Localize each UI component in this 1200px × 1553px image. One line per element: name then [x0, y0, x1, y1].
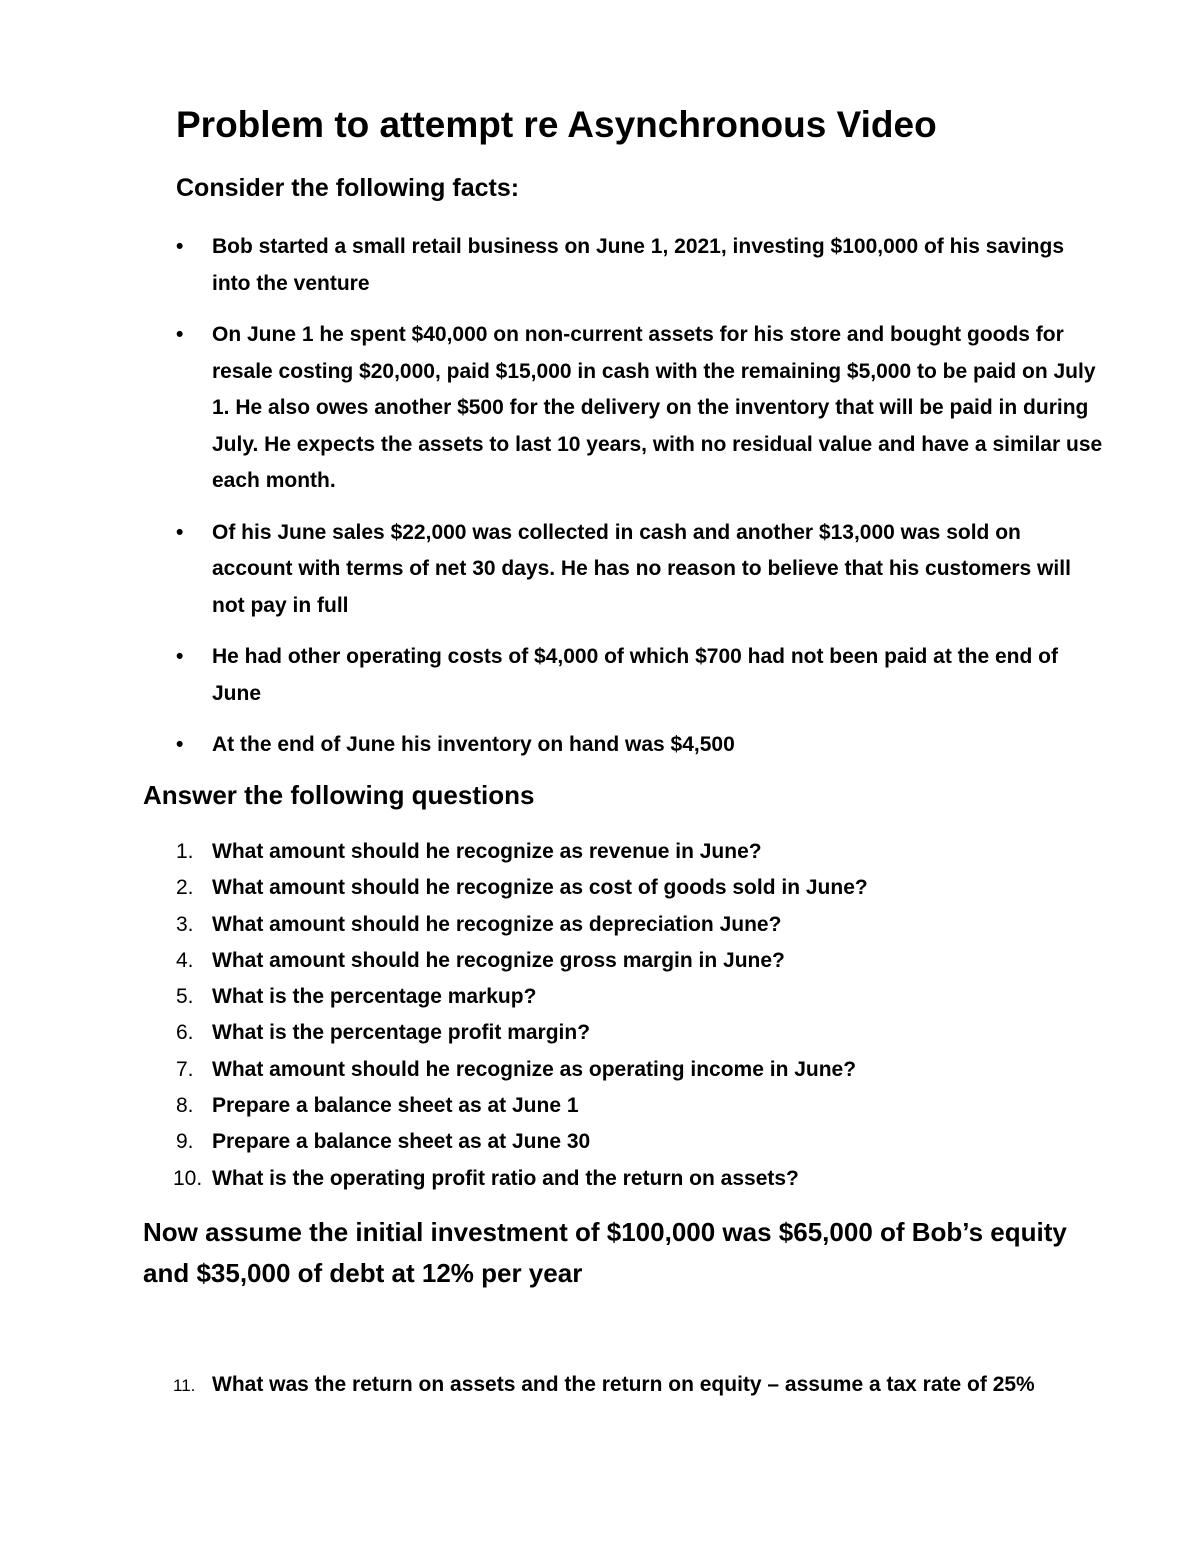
question-number: 6. [176, 1021, 194, 1045]
question-number: 11. [173, 1376, 196, 1395]
final-question-list [173, 1367, 1106, 1404]
page-title: Problem to attempt re Asynchronous Video [176, 104, 937, 145]
question-item [176, 1015, 1106, 1051]
question-number: 2. [176, 876, 194, 900]
question-text: What was the return on assets and the return on equity – assume a tax rate of 25% [212, 1373, 1035, 1396]
question-item [176, 834, 1106, 870]
bullet-icon: • [176, 733, 184, 756]
question-item [176, 1124, 1106, 1160]
questions-heading: Answer the following questions [143, 780, 535, 810]
question-text: What amount should he recognize as depreciation June? [212, 912, 782, 936]
questions-list [173, 834, 1106, 1197]
question-item [176, 907, 1106, 943]
fact-text: Bob started a small retail business on June 1, 2021, investing $100,000 of his savings into the venture [212, 235, 1065, 295]
facts-list [176, 229, 1106, 779]
facts-subtitle: Consider the following facts: [176, 174, 520, 202]
question-number: 5. [176, 985, 194, 1009]
fact-item [176, 229, 1106, 302]
question-text: What is the operating profit ratio and the return on assets? [212, 1166, 799, 1190]
fact-text: At the end of June his inventory on hand was $4,500 [212, 733, 735, 756]
question-item [173, 1161, 1106, 1197]
question-item [176, 979, 1106, 1015]
question-number: 8. [176, 1094, 194, 1118]
question-text: What amount should he recognize as revenue in June? [212, 840, 762, 863]
question-number: 3. [176, 912, 194, 936]
fact-text: He had other operating costs of $4,000 of which $700 had not been paid at the end of June [212, 645, 1058, 705]
question-text: What amount should he recognize as operating income in June? [212, 1057, 857, 1081]
fact-text: Of his June sales $22,000 was collected in cash and another $13,000 was sold on account with terms of net 30 days. He has no reason to believe that his customers will not pay in full [212, 520, 1071, 617]
question-number: 9. [176, 1130, 194, 1154]
fact-text: On June 1 he spent $40,000 on non-current assets for his store and bought goods for resale costing $20,000, paid $15,000 in cash with the remaining $5,000 to be paid on July 1. He also owes another $500 for the delivery on the inventory that will be paid in during July. He expects the assets to last 10 years, with no residual value and have a similar use each month. [212, 323, 1103, 492]
fact-item [176, 317, 1106, 500]
bullet-icon: • [176, 645, 184, 668]
question-text: What is the percentage markup? [212, 985, 537, 1009]
question-item [176, 870, 1106, 906]
question-item [176, 1052, 1106, 1088]
question-text: Prepare a balance sheet as at June 1 [212, 1094, 579, 1118]
fact-item [176, 727, 1106, 764]
fact-item [176, 515, 1106, 625]
bullet-icon: • [176, 520, 184, 544]
question-item [173, 1367, 1106, 1404]
question-text: What is the percentage profit margin? [212, 1021, 591, 1045]
bullet-icon: • [176, 235, 184, 258]
fact-item [176, 639, 1106, 712]
question-item [176, 943, 1106, 979]
question-text: What amount should he recognize gross margin in June? [212, 948, 785, 972]
question-text: Prepare a balance sheet as at June 30 [212, 1130, 591, 1154]
bullet-icon: • [176, 323, 184, 346]
question-number: 1. [176, 840, 194, 863]
question-number: 4. [176, 948, 194, 972]
question-item [176, 1088, 1106, 1124]
question-text: What amount should he recognize as cost of goods sold in June? [212, 876, 868, 900]
question-number: 10. [173, 1166, 203, 1190]
question-number: 7. [176, 1057, 194, 1081]
assumption-paragraph: Now assume the initial investment of $100,000 was $65,000 of Bob’s equity and $35,000 of debt at 12% per year [143, 1217, 1067, 1288]
